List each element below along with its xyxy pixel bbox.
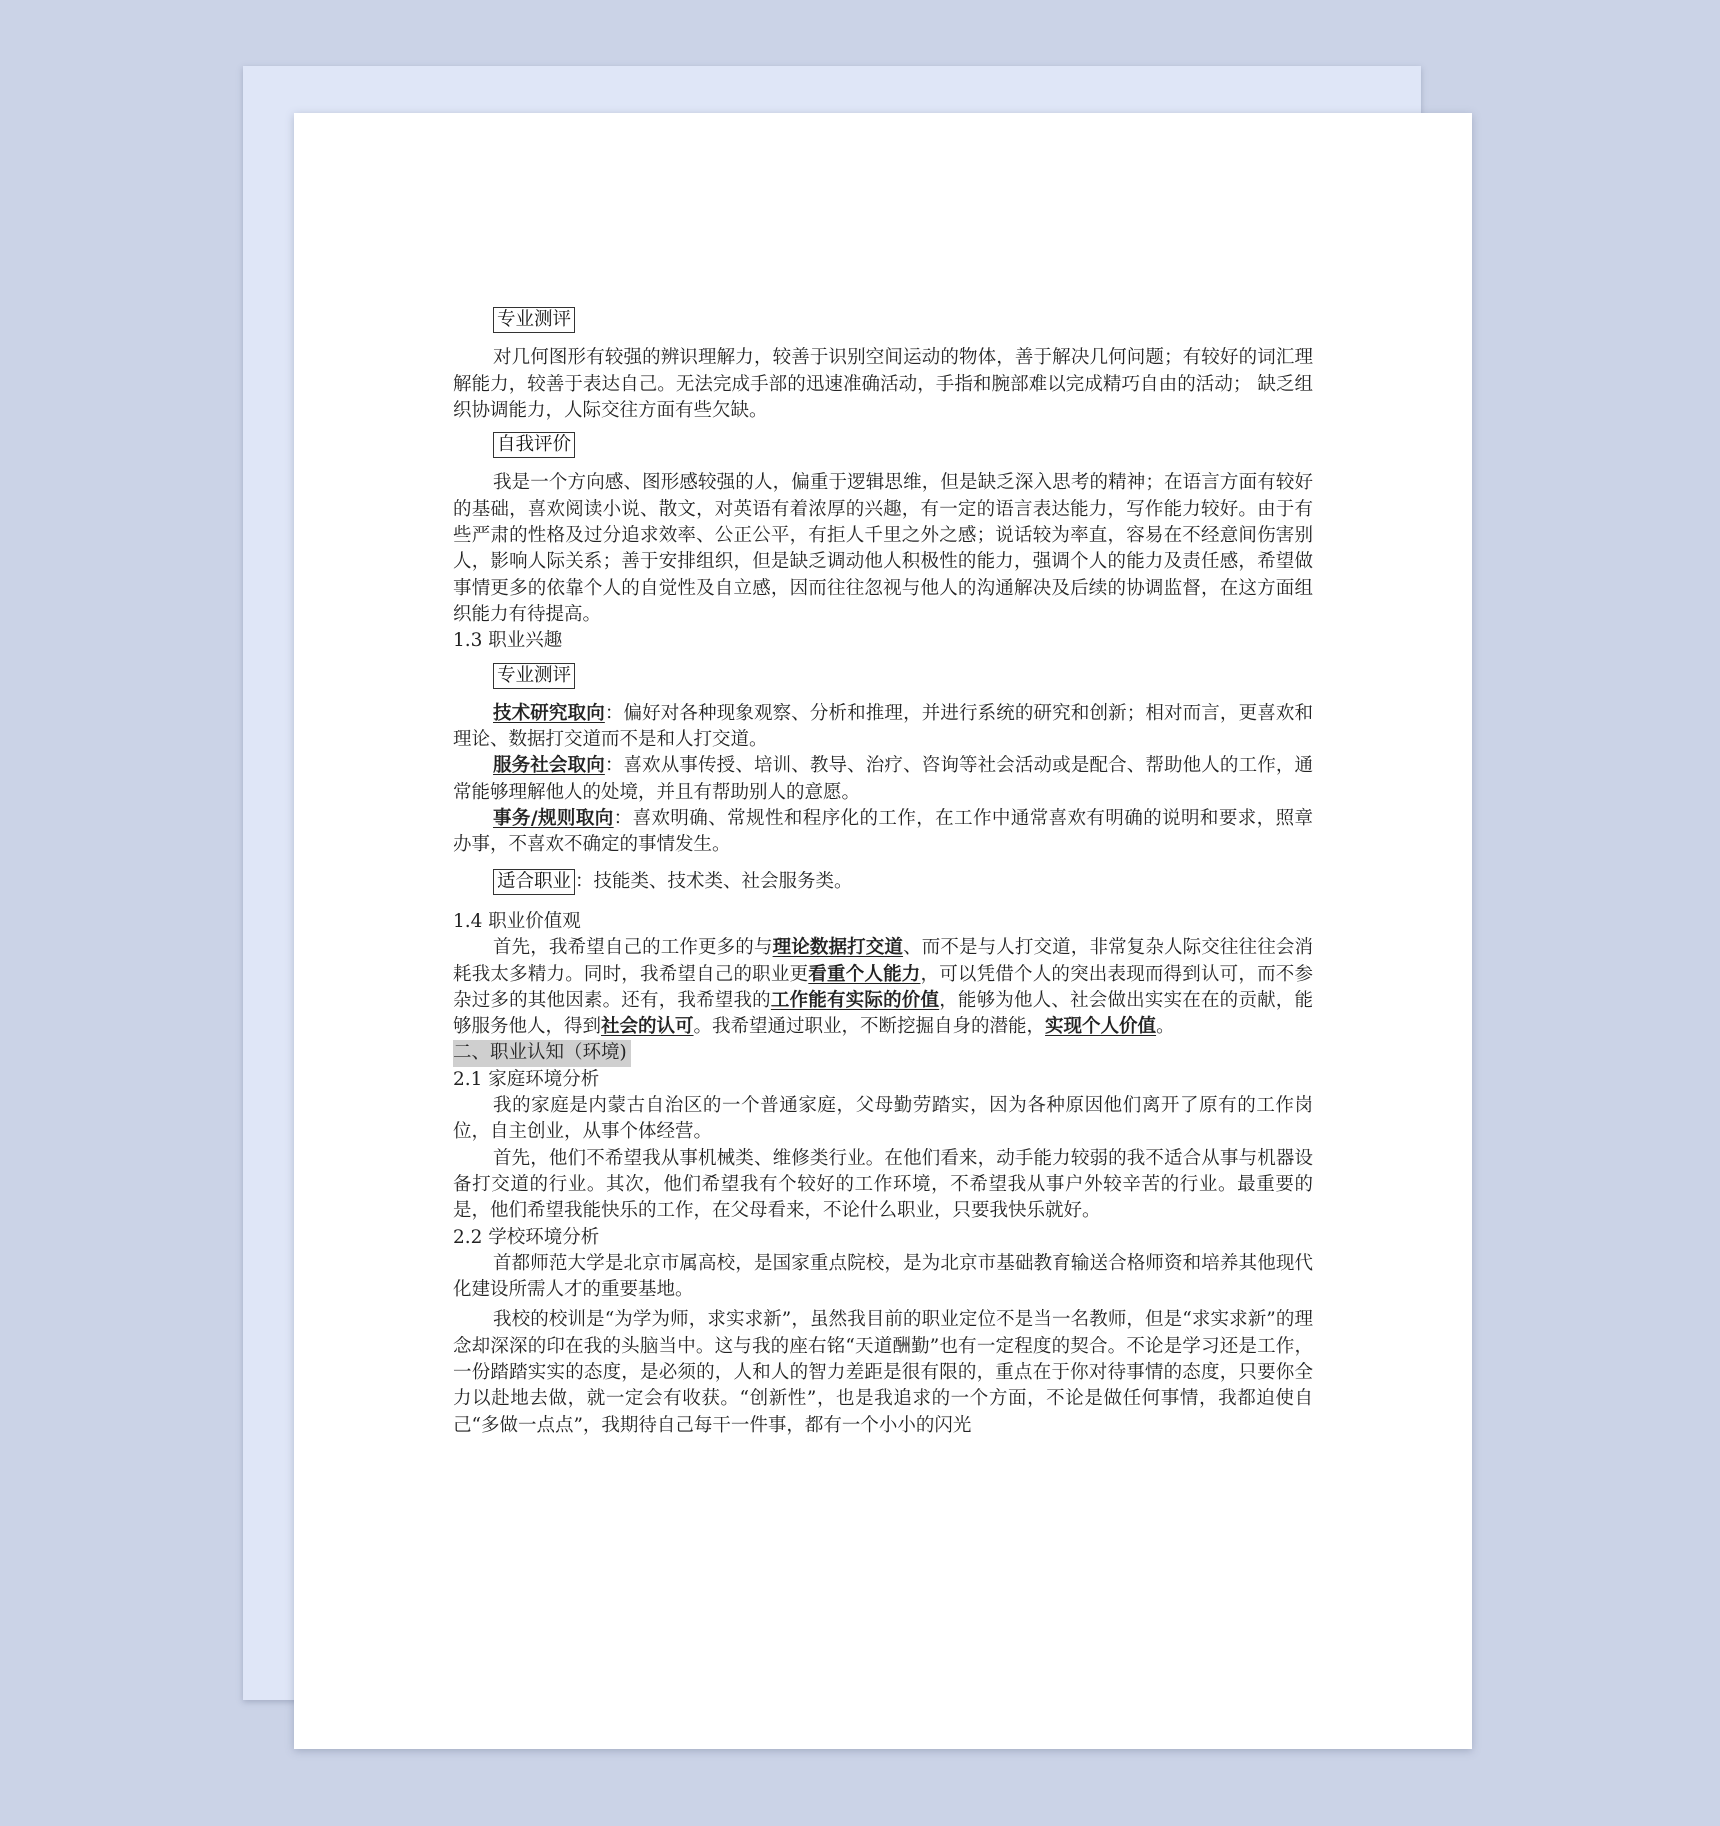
school-paragraph-2: 我校的校训是“为学为师，求实求新”，虽然我目前的职业定位不是当一名教师，但是“求实求新”的理念却深深的印在我的头脑当中。这与我的座右铭“天道酬勤”也有一定程度的契合。不论是学习还是工作，一份踏踏实实的态度，是必须的，人和人的智力差距是很有限的，重点在于你对待事情的态度，只要你全力以赴地去做，就一定会有收获。“创新性”，也是我追求的一个方面，不论是做任何事情，我都迫使自己“多做一点点”，我期待自己每干一件事，都有一个小小的闪光 xyxy=(453,1309,1313,1436)
section-1-3-heading: 1.3 职业兴趣 xyxy=(453,630,563,652)
service-orientation-text: ：喜欢从事传授、培训、教导、治疗、咨询等社会活动或是配合、帮助他人的工作，通常能够理解他人的处境，并且有帮助别人的意愿。 xyxy=(453,755,1313,803)
pro-eval-heading-2: 专业测评 xyxy=(493,663,575,689)
section-1-4-heading: 1.4 职业价值观 xyxy=(453,910,581,932)
tech-orientation-label: 技术研究取向 xyxy=(493,702,605,724)
values-text-4: ，能够为他人、社会做出实实在在的贡献，能够服务他人，得到 xyxy=(453,989,1313,1038)
values-text-5: 。我希望通过职业，不断挖掘自身的潜能， xyxy=(693,1016,1046,1038)
affairs-orientation-text: ：喜欢明确、常规性和程序化的工作，在工作中通常喜欢有明确的说明和要求，照章办事，不喜欢不确定的事情发生。 xyxy=(453,808,1313,856)
suitable-careers-heading: 适合职业 xyxy=(493,869,575,895)
suitable-careers-row xyxy=(453,869,1313,895)
section-2-heading xyxy=(453,1040,1313,1066)
pro-eval-heading-row-1 xyxy=(453,307,1313,333)
values-keyword-2: 看重个人能力 xyxy=(808,963,921,985)
service-orientation-paragraph xyxy=(453,753,1313,806)
service-orientation-label: 服务社会取向 xyxy=(493,755,605,777)
values-text-3: ，可以凭借个人的突出表现而得到认可，而不参杂过多的其他因素。还有，我希望我的 xyxy=(453,963,1313,1011)
family-paragraph-2: 首先，他们不希望我从事机械类、维修类行业。在他们看来，动手能力较弱的我不适合从事与机器设备打交道的行业。其次，他们希望我有个较好的工作环境，不希望我从事户外较辛苦的行业。最重要的是，他们希望我能快乐的工作，在父母看来，不论什么职业，只要我快乐就好。 xyxy=(453,1147,1313,1222)
self-eval-paragraph: 我是一个方向感、图形感较强的人，偏重于逻辑思维，但是缺乏深入思考的精神；在语言方面有较好的基础，喜欢阅读小说、散文，对英语有着浓厚的兴趣，有一定的语言表达能力，写作能力较好。由于有些严肃的性格及过分追求效率、公正公平，有拒人千里之外之感；说话较为率直，容易在不经意间伤害别人，影响人际关系；善于安排组织，但是缺乏调动他人积极性的能力，强调个人的能力及责任感，希望做事情更多的依靠个人的自觉性及自立感，因而往往忽视与他人的沟通解决及后续的协调监督，在这方面组织能力有待提高。 xyxy=(453,472,1313,625)
school-paragraph-1: 首都师范大学是北京市属高校，是国家重点院校，是为北京市基础教育输送合格师资和培养其他现代化建设所需人才的重要基地。 xyxy=(453,1252,1313,1301)
values-keyword-1: 理论数据打交道 xyxy=(772,937,904,959)
values-text-1: 首先，我希望自己的工作更多的与 xyxy=(493,937,773,959)
affairs-orientation-label: 事务/规则取向 xyxy=(493,808,614,830)
section-2-2-heading: 2.2 学校环境分析 xyxy=(453,1226,600,1248)
document-page xyxy=(294,113,1472,1749)
suitable-careers-text: ：技能类、技术类、社会服务类。 xyxy=(575,870,853,892)
career-values-paragraph xyxy=(453,935,1313,1040)
pro-eval-heading-row-2 xyxy=(453,663,1313,689)
self-eval-heading: 自我评价 xyxy=(493,432,575,458)
self-eval-heading-row xyxy=(453,432,1313,458)
values-text-6: 。 xyxy=(1156,1016,1175,1038)
tech-orientation-text: ：偏好对各种现象观察、分析和推理，并进行系统的研究和创新；相对而言，更喜欢和理论、数据打交道而不是和人打交道。 xyxy=(453,702,1313,751)
document-content xyxy=(453,303,1313,1439)
section-2-highlight: 二、职业认知（环境) xyxy=(453,1040,631,1066)
pro-eval-paragraph: 对几何图形有较强的辨识理解力，较善于识别空间运动的物体，善于解决几何问题；有较好的词汇理解能力，较善于表达自己。无法完成手部的迅速准确活动，手指和腕部难以完成精巧自由的活动； 缺乏组织协调能力，人际交往方面有些欠缺。 xyxy=(453,347,1313,421)
values-keyword-4: 社会的认可 xyxy=(601,1016,694,1038)
values-keyword-5: 实现个人价值 xyxy=(1045,1016,1157,1038)
values-text-2: 、而不是与人打交道，非常复杂人际交往往往会消耗我太多精力。同时，我希望自己的职业更 xyxy=(453,937,1313,985)
family-paragraph-1: 我的家庭是内蒙古自治区的一个普通家庭，父母勤劳踏实，因为各种原因他们离开了原有的工作岗位，自主创业，从事个体经营。 xyxy=(453,1095,1313,1143)
pro-eval-heading: 专业测评 xyxy=(493,307,575,333)
affairs-orientation-paragraph xyxy=(453,806,1313,859)
section-2-1-heading: 2.1 家庭环境分析 xyxy=(453,1068,600,1090)
values-keyword-3: 工作能有实际的价值 xyxy=(770,989,940,1011)
tech-orientation-paragraph xyxy=(453,701,1313,754)
